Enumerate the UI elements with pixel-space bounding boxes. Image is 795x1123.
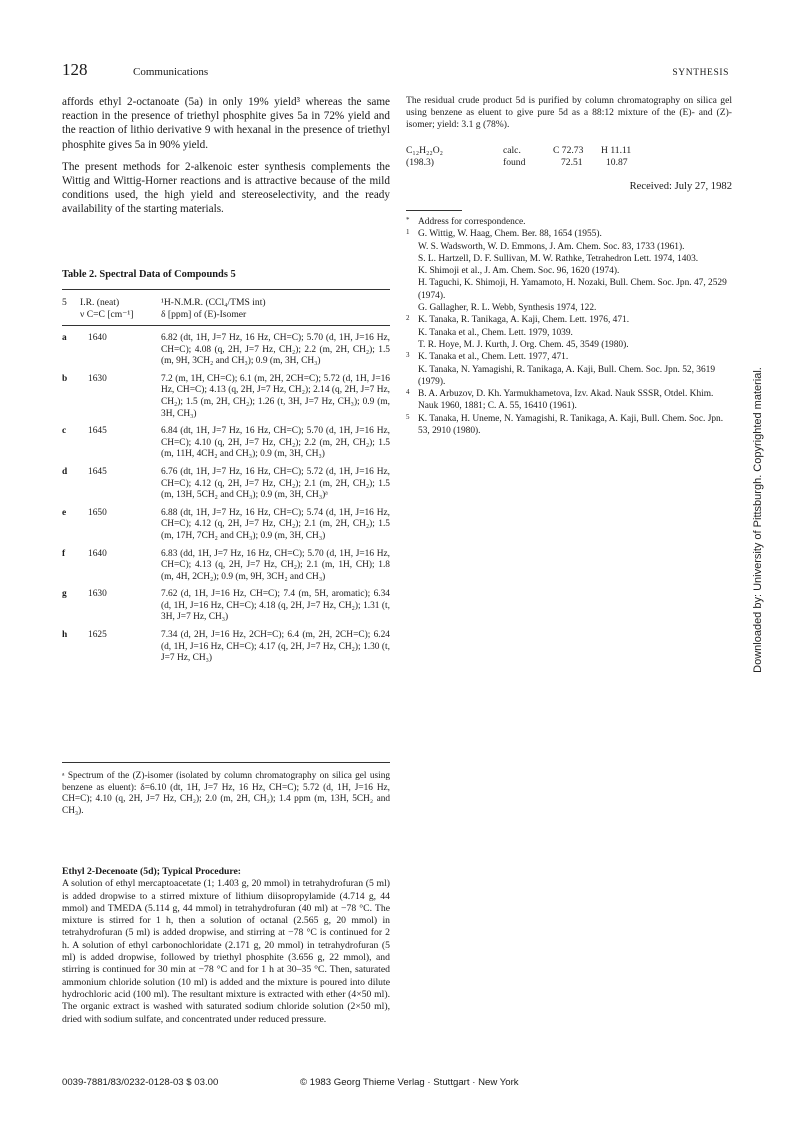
reference-item — [406, 413, 732, 438]
table-cell-ir: 1645 — [88, 466, 107, 477]
table-header-ir-line1: I.R. (neat) — [80, 297, 120, 308]
table-cell-compound: e — [62, 507, 67, 518]
purification-text — [406, 95, 732, 132]
intro-paragraph-1: affords ethyl 2-octanoate (5a) in only 19% yield³ whereas the same reaction in the presence of triethyl phosphite gives 5a in 72% yield and the reaction of lithio derivative 9 with hexanal in the presence of triethyl phosphite gives 5a in 90% yield. — [62, 96, 390, 151]
reference-text: K. Tanaka, R. Tanikaga, A. Kaji, Chem. Lett. 1976, 471. — [418, 315, 630, 326]
footer-issn: 0039-7881/83/0232-0128-03 $ 03.00 — [62, 1077, 219, 1088]
analysis-found-label: found — [503, 157, 526, 168]
analysis-row-found — [406, 157, 732, 169]
table-header-nmr-line1: ¹H-N.M.R. (CCl₄/TMS int) — [161, 297, 266, 308]
table-cell-compound: g — [62, 589, 67, 600]
table-title: Table 2. Spectral Data of Compounds 5 — [62, 269, 236, 280]
table-top-rule — [62, 289, 390, 290]
table-cell-ir: 1630 — [88, 373, 107, 384]
reference-item — [406, 364, 732, 389]
table-body — [62, 333, 390, 671]
reference-item — [406, 302, 732, 314]
table-cell-ir: 1625 — [88, 630, 107, 641]
table-footnote: ᵃ Spectrum of the (Z)-isomer (isolated by column chromatography on silica gel using benzene as eluent): δ=6.10 (dt, 1H, J=7 Hz, 16 Hz, CH=C); 5.72 (d, 1H, J=16 Hz, CH=C); 4.10 (q, 2H, J=7 Hz, CH₂); 2.0 (m, 2H, CH₂); 1.4 ppm (m, 13H, 5CH₂ and CH₃). — [62, 771, 390, 816]
reference-item — [406, 265, 732, 277]
table-cell-compound: d — [62, 466, 68, 477]
table-header-ir — [80, 297, 160, 321]
procedure-text: A solution of ethyl mercaptoacetate (1; 1.403 g, 20 mmol) in tetrahydrofuran (5 ml) is added dropwise to a stirred mixture of lithium diisopropylamide (4.714 g, 44 mmol) and TMEDA (5.114 g, 44 mmol) in tetrahydrofuran (40 ml) at −78 °C. The mixture is stirred for 1 h, then a solution of octanal (2.565 g, 20 mmol) in tetrahydrofuran (5 ml) is added dropwise, and stirring at −78 °C is continued for 2 h. A solution of ethyl carbonochloridate (2.171 g, 20 mmol) in tetrahydrofuran (5 ml) is added dropwise, followed by triethyl phosphite (3.656 g, 22 mmol), and stirring is continued for 30 min at −78 °C and for 1 h at 30–35 °C. Then, saturated ammonium chloride solution (10 ml) is added and the mixture is poured into dilute hydrochloric acid (100 ml). The resultant mixture is extracted with ether (4×50 ml). The organic extract is washed with saturated sodium chloride solution (2×50 ml), dried with sodium sulfate, and concentrated under reduced pressure. — [62, 878, 390, 1025]
reference-marker: * — [406, 216, 410, 224]
reference-text: B. A. Arbuzov, D. Kh. Yarmukhametova, Izv. Akad. Nauk SSSR, Otdel. Khim. Nauk 1960, 1881; C. A. 55, 16410 (1961). — [418, 389, 714, 412]
table-header-ir-line2: ν C=C [cm⁻¹] — [80, 309, 134, 320]
intro-text — [62, 95, 390, 225]
table-cell-nmr: 6.82 (dt, 1H, J=7 Hz, 16 Hz, CH=C); 5.70 (d, 1H, J=16 Hz, CH=C); 4.08 (q, 2H, J=7 Hz, CH₂); 2.2 (m, 2H, CH₂); 1.5 (m, 9H, 3CH₂ and CH₃); 0.9 (m, 3H, CH₃) — [161, 333, 390, 367]
analysis-calc-label: calc. — [503, 145, 521, 156]
table-cell-compound: a — [62, 333, 67, 343]
table-cell-ir: 1640 — [88, 333, 107, 343]
table-cell-nmr: 7.2 (m, 1H, CH=C); 6.1 (m, 2H, 2CH=C); 5.72 (d, 1H, J=16 Hz, CH=C); 4.13 (q, 2H, J=7 Hz, CH₂); 2.14 (q, 2H, J=7 Hz, CH₂); 1.5 (m, 2H, CH₂); 1.26 (t, 3H, J=7 Hz, CH₃); 0.9 (m, 3H, CH₃) — [161, 373, 390, 419]
table-header-compound: 5 — [62, 297, 67, 308]
table-header-nmr — [161, 297, 390, 321]
reference-text: G. Wittig, W. Haag, Chem. Ber. 88, 1654 (1955). — [418, 229, 602, 240]
table-cell-ir: 1650 — [88, 507, 107, 518]
table-bottom-rule — [62, 762, 390, 763]
table-cell-nmr: 6.76 (dt, 1H, J=7 Hz, 16 Hz, CH=C); 5.72 (d, 1H, J=16 Hz, CH=C); 4.12 (q, 2H, J=7 Hz, CH₂); 2.1 (m, 2H, CH₂); 1.5 (m, 13H, 5CH₂ and CH₃); 0.9 (m, 3H, CH₃)ᵃ — [161, 466, 390, 501]
section-title: Communications — [133, 66, 209, 78]
table-cell-nmr: 6.83 (dd, 1H, J=7 Hz, 16 Hz, CH=C); 5.70 (d, 1H, J=16 Hz, CH=C); 4.13 (q, 2H, J=7 Hz, CH₂); 2.1 (m, 1H, CH); 1.8 (m, 4H, 2CH₂); 0.9 (m, 9H, 3CH₂ and CH₃) — [161, 548, 390, 582]
table-cell-ir: 1640 — [88, 548, 107, 559]
download-watermark-text: Downloaded by: University of Pittsburgh. Copyrighted material. — [752, 367, 764, 673]
procedure-title: Ethyl 2-Decenoate (5d); Typical Procedure: — [62, 866, 242, 877]
table-cell-compound: h — [62, 630, 68, 641]
references-rule — [406, 210, 462, 211]
purification-paragraph: The residual crude product 5d is purified by column chromatography on silica gel using benzene as eluent to give pure 5d as a 88:12 mixture of the (E)- and (Z)-isomer; yield: 3.1 g (78%). — [406, 95, 732, 131]
reference-marker: 4 — [406, 388, 410, 397]
reference-marker: 1 — [406, 228, 410, 237]
reference-text: K. Tanaka, N. Yamagishi, R. Tanikaga, A. Kaji, Bull. Chem. Soc. Jpn. 52, 3619 (1979). — [418, 364, 716, 387]
page-number: 128 — [62, 60, 88, 79]
analysis-found-h: 10.87 — [606, 157, 628, 168]
reference-marker: 5 — [406, 412, 410, 421]
reference-item — [406, 253, 732, 265]
table-row — [62, 374, 390, 420]
reference-text: S. L. Hartzell, D. F. Sullivan, M. W. Rathke, Tetrahedron Lett. 1974, 1403. — [418, 253, 699, 264]
intro-paragraph-2: The present methods for 2-alkenoic ester synthesis complements the Wittig and Wittig-Horner reactions and is attractive because of the mild conditions used, the high yield and stereoselectivity, and the ready availability of the starting materials. — [62, 160, 390, 216]
reference-text: G. Gallagher, R. L. Webb, Synthesis 1974, 122. — [418, 303, 597, 314]
reference-text: Address for correspondence. — [418, 217, 526, 227]
reference-text: K. Shimoji et al., J. Am. Chem. Soc. 96, 1620 (1974). — [418, 266, 620, 277]
analysis-calc-h: H 11.11 — [601, 145, 632, 156]
reference-item — [406, 241, 732, 253]
reference-text: K. Tanaka et al., Chem. Lett. 1979, 1039. — [418, 327, 573, 338]
table-cell-ir: 1630 — [88, 589, 107, 600]
reference-text: T. R. Hoye, M. J. Kurth, J. Org. Chem. 45, 3549 (1980). — [418, 339, 629, 350]
procedure-section — [62, 866, 390, 1026]
elemental-analysis — [406, 145, 732, 169]
table-row — [62, 630, 390, 665]
table-cell-nmr: 7.62 (d, 1H, J=16 Hz, CH=C); 7.4 (m, 5H, aromatic); 6.34 (d, 1H, J=16 Hz, CH=C); 4.18 (q, 2H, J=7 Hz, CH₂); 1.31 (t, 3H, J=7 Hz, CH₃) — [161, 589, 390, 623]
reference-text: K. Tanaka et al., Chem. Lett. 1977, 471. — [418, 352, 569, 363]
table-cell-ir: 1645 — [88, 426, 107, 437]
analysis-calc-c: C 72.73 — [553, 145, 584, 156]
analysis-found-c: 72.51 — [561, 157, 583, 168]
download-watermark — [748, 367, 768, 673]
table-row — [62, 333, 390, 368]
table-cell-nmr: 7.34 (d, 2H, J=16 Hz, 2CH=C); 6.4 (m, 2H, 2CH=C); 6.24 (d, 1H, J=16 Hz, CH=C); 4.17 (q, 2H, J=7 Hz, CH₂); 1.30 (t, J=7 Hz, CH₃) — [161, 630, 390, 664]
table-cell-compound: f — [62, 548, 66, 559]
received-date: Received: July 27, 1982 — [629, 181, 732, 192]
reference-marker: 3 — [406, 351, 410, 360]
table-row — [62, 589, 390, 624]
reference-marker: 2 — [406, 314, 410, 323]
journal-name: SYNTHESIS — [672, 68, 729, 78]
footer-copyright: © 1983 Georg Thieme Verlag · Stuttgart · New York — [300, 1077, 519, 1088]
analysis-formula: C₁₂H₂₂O₂ — [406, 145, 443, 156]
reference-text: W. S. Wadsworth, W. D. Emmons, J. Am. Chem. Soc. 83, 1733 (1961). — [418, 241, 685, 252]
reference-item — [406, 327, 732, 339]
reference-text: K. Tanaka, H. Uneme, N. Yamagishi, R. Tanikaga, A. Kaji, Bull. Chem. Soc. Jpn. 53, 2910 (1980). — [418, 413, 724, 437]
analysis-mw: (198.3) — [406, 157, 434, 168]
references-list — [406, 216, 732, 437]
reference-item — [406, 339, 732, 351]
reference-item — [406, 351, 732, 363]
table-row — [62, 426, 390, 461]
table-row — [62, 508, 390, 543]
reference-item — [406, 314, 732, 326]
table-cell-compound: c — [62, 426, 67, 437]
reference-item — [406, 228, 732, 240]
reference-text: H. Taguchi, K. Shimoji, H. Yamamoto, H. Nozaki, Bull. Chem. Soc. Jpn. 47, 2529 (1974). — [418, 278, 727, 301]
reference-item — [406, 277, 732, 302]
reference-item — [406, 388, 732, 413]
table-row — [62, 549, 390, 584]
table-row — [62, 467, 390, 502]
table-header-nmr-line2: δ [ppm] of (E)-Isomer — [161, 309, 247, 320]
table-cell-compound: b — [62, 373, 68, 384]
analysis-row-calc — [406, 145, 732, 157]
table-header-rule — [62, 325, 390, 326]
reference-item — [406, 216, 732, 228]
table-cell-nmr: 6.84 (dt, 1H, J=7 Hz, 16 Hz, CH=C); 5.70 (d, 1H, J=16 Hz, CH=C); 4.10 (q, 2H, J=7 Hz, CH₂); 2.2 (m, 2H, CH₂); 1.5 (m, 11H, 4CH₂ and CH₃); 0.9 (m, 3H, CH₃) — [161, 426, 390, 460]
table-cell-nmr: 6.88 (dt, 1H, J=7 Hz, 16 Hz, CH=C); 5.74 (d, 1H, J=16 Hz, CH=C); 4.12 (q, 2H, J=7 Hz, CH₂); 2.1 (m, 2H, CH₂); 1.5 (m, 17H, 7CH₂ and CH₃); 0.9 (m, 3H, CH₃) — [161, 507, 390, 541]
